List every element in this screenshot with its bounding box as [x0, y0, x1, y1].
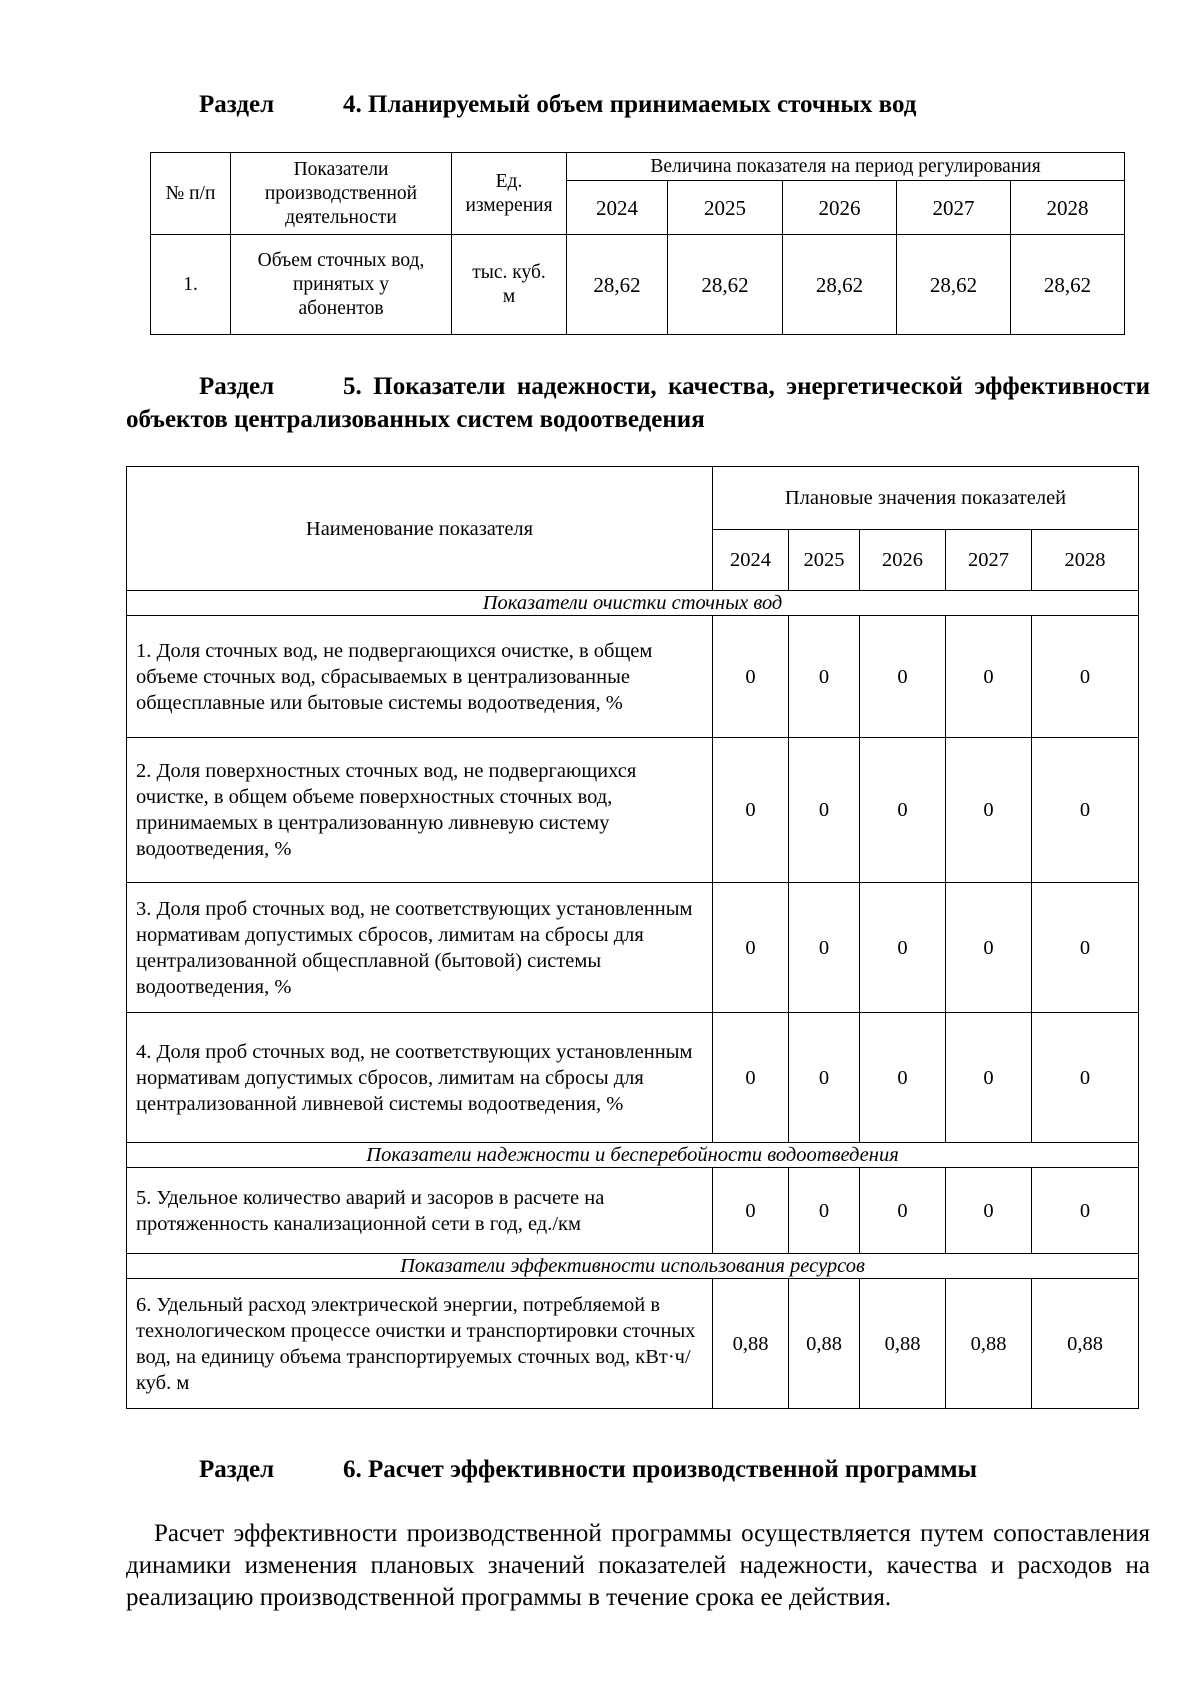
section-5-heading — [126, 370, 1150, 436]
section-6-heading — [199, 1453, 977, 1486]
header-year: 2026 — [783, 181, 897, 235]
efficiency-paragraph: Расчет эффективности производственной программы осуществляется путем сопоставления динамики изменения плановых значений показателей надежности, качества и расходов на реализацию производственной программы в течение срока ее действия. — [126, 1520, 1150, 1611]
indicator-value: 0 — [860, 616, 946, 738]
header-year: 2024 — [713, 530, 789, 591]
category-row — [127, 591, 1139, 616]
table-row — [127, 1013, 1139, 1143]
header-indicator: Показатели производственной деятельности — [231, 153, 452, 235]
indicator-value: 0 — [713, 738, 789, 883]
indicator-value: 0 — [1032, 738, 1139, 883]
category-label: Показатели эффективности использования ресурсов — [127, 1254, 1139, 1279]
indicator-value: 0 — [789, 883, 860, 1013]
section-4-label: Раздел — [199, 91, 275, 118]
row-name: Объем сточных вод, принятых у абонентов — [231, 235, 452, 335]
row-value: 28,62 — [1011, 235, 1125, 335]
header-year: 2024 — [567, 181, 668, 235]
indicator-name: 3. Доля проб сточных вод, не соответствующих установленным нормативам допустимых сбросов, лимитам на сбросы для централизованной общесплавной (бытовой) системы водоотведения, % — [127, 883, 713, 1013]
category-row — [127, 1143, 1139, 1168]
section-6-title: 6. Расчет эффективности производственной программы — [343, 1456, 978, 1483]
indicator-value: 0,88 — [860, 1279, 946, 1409]
row-value: 28,62 — [897, 235, 1011, 335]
indicator-name: 1. Доля сточных вод, не подвергающихся очистке, в общем объеме сточных вод, сбрасываемых в централизованные общесплавные или бытовые системы водоотведения, % — [127, 616, 713, 738]
indicator-value: 0 — [789, 1168, 860, 1254]
table-row — [127, 616, 1139, 738]
header-year: 2027 — [946, 530, 1032, 591]
indicator-value: 0 — [946, 1013, 1032, 1143]
indicator-value: 0 — [860, 883, 946, 1013]
indicator-value: 0 — [946, 738, 1032, 883]
category-row — [127, 1254, 1139, 1279]
indicator-value: 0,88 — [713, 1279, 789, 1409]
indicator-value: 0 — [860, 1013, 946, 1143]
indicator-value: 0 — [1032, 1013, 1139, 1143]
indicator-value: 0 — [1032, 883, 1139, 1013]
header-year: 2026 — [860, 530, 946, 591]
indicator-value: 0,88 — [789, 1279, 860, 1409]
indicator-name: 6. Удельный расход электрической энергии, потребляемой в технологическом процессе очистки и транспортировки сточных вод, на единицу объема транспортируемых сточных вод, кВт·ч/куб. м — [127, 1279, 713, 1409]
row-num: 1. — [151, 235, 231, 335]
header-period: Величина показателя на период регулирования — [567, 153, 1125, 181]
table-row — [151, 235, 1125, 335]
indicator-value: 0 — [946, 883, 1032, 1013]
indicator-name: 4. Доля проб сточных вод, не соответствующих установленным нормативам допустимых сбросов, лимитам на сбросы для централизованной ливневой системы водоотведения, % — [127, 1013, 713, 1143]
header-planned: Плановые значения показателей — [713, 467, 1139, 530]
table-row — [127, 1279, 1139, 1409]
header-year: 2025 — [789, 530, 860, 591]
indicator-value: 0 — [789, 738, 860, 883]
row-value: 28,62 — [567, 235, 668, 335]
production-volume-table — [150, 152, 1125, 335]
indicator-value: 0 — [946, 1168, 1032, 1254]
header-num: № п/п — [151, 153, 231, 235]
indicator-name: 5. Удельное количество аварий и засоров в расчете на протяженность канализационной сети в год, ед./км — [127, 1168, 713, 1254]
table-row — [127, 1168, 1139, 1254]
section-4-title: 4. Планируемый объем принимаемых сточных вод — [343, 91, 917, 118]
section-5-label: Раздел — [199, 373, 275, 400]
header-year: 2028 — [1032, 530, 1139, 591]
header-year: 2025 — [668, 181, 783, 235]
indicators-table — [126, 466, 1139, 1409]
row-unit: тыс. куб. м — [452, 235, 567, 335]
table-row — [127, 883, 1139, 1013]
category-label: Показатели очистки сточных вод — [127, 591, 1139, 616]
header-name: Наименование показателя — [127, 467, 713, 591]
section-4-heading — [199, 88, 916, 121]
indicator-value: 0,88 — [946, 1279, 1032, 1409]
indicator-value: 0 — [713, 616, 789, 738]
indicator-value: 0 — [860, 1168, 946, 1254]
indicator-value: 0 — [713, 1013, 789, 1143]
row-value: 28,62 — [783, 235, 897, 335]
indicator-value: 0 — [860, 738, 946, 883]
header-year: 2028 — [1011, 181, 1125, 235]
category-label: Показатели надежности и бесперебойности водоотведения — [127, 1143, 1139, 1168]
indicator-value: 0,88 — [1032, 1279, 1139, 1409]
indicator-name: 2. Доля поверхностных сточных вод, не подвергающихся очистке, в общем объеме поверхностных сточных вод, принимаемых в централизованную ливневую систему водоотведения, % — [127, 738, 713, 883]
row-value: 28,62 — [668, 235, 783, 335]
header-year: 2027 — [897, 181, 1011, 235]
section-6-label: Раздел — [199, 1456, 275, 1483]
section-5-title: 5. Показатели надежности, качества, энергетической эффективности объектов централизованных систем водоотведения — [126, 373, 1150, 433]
indicator-value: 0 — [1032, 616, 1139, 738]
header-unit: Ед. измерения — [452, 153, 567, 235]
table-row — [127, 738, 1139, 883]
indicator-value: 0 — [789, 616, 860, 738]
indicator-value: 0 — [946, 616, 1032, 738]
indicator-value: 0 — [713, 1168, 789, 1254]
indicator-value: 0 — [789, 1013, 860, 1143]
indicator-value: 0 — [1032, 1168, 1139, 1254]
indicator-value: 0 — [713, 883, 789, 1013]
